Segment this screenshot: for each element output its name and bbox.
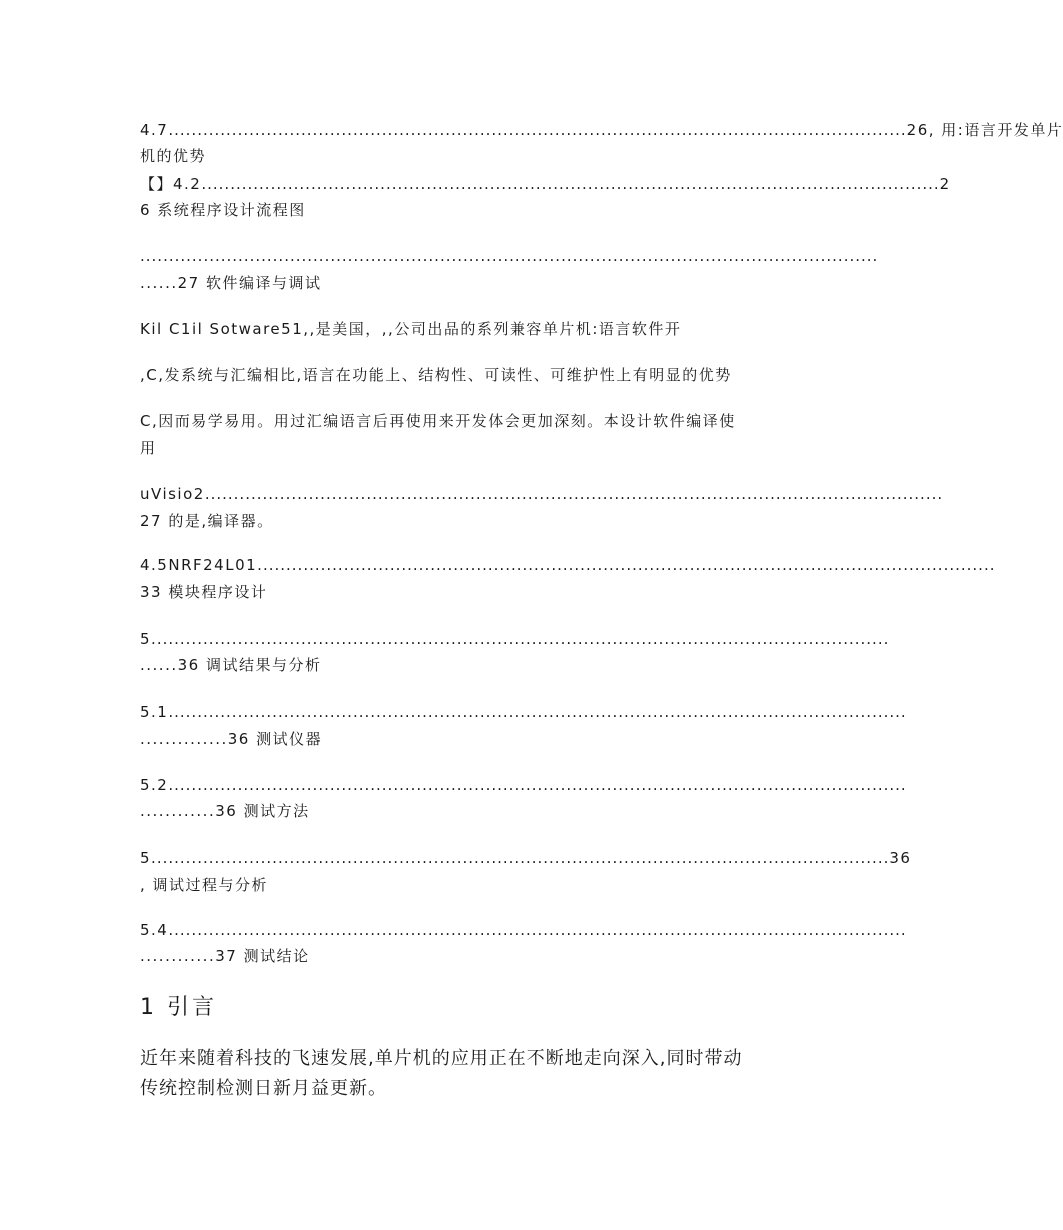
toc-leader-dots: ................................................................................................................................ bbox=[140, 247, 879, 265]
toc-entry-4-5 bbox=[140, 552, 996, 578]
toc-number: 5.4 bbox=[140, 921, 169, 939]
toc-entry-5-3 bbox=[140, 845, 912, 871]
toc-number: 4.7 bbox=[140, 121, 169, 139]
toc-line-text: 33 模块程序设计 bbox=[140, 583, 268, 601]
intro-paragraph-line: 近年来随着科技的飞速发展,单片机的应用正在不断地走向深入,同时带动 bbox=[140, 1048, 743, 1069]
toc-leader-dots: ................................................................................................................................ bbox=[168, 921, 907, 939]
toc-number: uVisio2 bbox=[140, 485, 205, 503]
toc-line-text: ............37 测试结论 bbox=[140, 947, 310, 965]
toc-entry-4-2 bbox=[140, 171, 951, 197]
toc-page-number: 36 bbox=[889, 849, 912, 867]
toc-page-text: 2 bbox=[939, 175, 951, 193]
toc-line-text: 机的优势 bbox=[140, 147, 207, 165]
toc-leader-dots: ................................................................................................................................ bbox=[151, 630, 890, 648]
toc-leader-dots: ................................................................................................................................ bbox=[204, 485, 944, 503]
toc-line-text: ............36 测试方法 bbox=[140, 802, 310, 820]
toc-leader-dots: ................................................................................................................................ bbox=[168, 776, 907, 794]
toc-number: 5 bbox=[140, 630, 152, 648]
toc-line-text: ......27 软件编译与调试 bbox=[140, 274, 322, 292]
section-heading: 1 引言 bbox=[140, 995, 217, 1020]
toc-line-text: 6 系统程序设计流程图 bbox=[140, 201, 306, 219]
toc-line-text: 27 的是,编译器。 bbox=[140, 512, 274, 530]
toc-line-text: ......36 调试结果与分析 bbox=[140, 656, 322, 674]
toc-leader-dots: ................................................................................................................................ bbox=[151, 849, 890, 867]
toc-leader-dots: ................................................................................................................................ bbox=[201, 175, 940, 193]
toc-entry-4-7 bbox=[140, 117, 1063, 143]
toc-number: 5.2 bbox=[140, 776, 169, 794]
body-text-line: ,C,发系统与汇编相比,语言在功能上、结构性、可读性、可维护性上有明显的优势 bbox=[140, 366, 732, 384]
toc-leader-line bbox=[140, 243, 879, 269]
toc-leader-dots: ................................................................................................................................ bbox=[168, 121, 907, 139]
toc-entry-uvision bbox=[140, 481, 944, 507]
toc-number: 【】4.2 bbox=[140, 175, 202, 193]
toc-entry-5-4 bbox=[140, 917, 907, 943]
toc-entry-5-1 bbox=[140, 699, 907, 725]
toc-line-text: ..............36 测试仪器 bbox=[140, 730, 323, 748]
body-text-line: 用 bbox=[140, 439, 157, 457]
toc-page-text: 26, 用:语言开发单片 bbox=[906, 121, 1063, 139]
body-text-line: C,因而易学易用。用过汇编语言后再使用来开发体会更加深刻。本设计软件编译使 bbox=[140, 412, 736, 430]
toc-leader-dots: ................................................................................................................................ bbox=[168, 703, 907, 721]
toc-number: 5.1 bbox=[140, 703, 169, 721]
toc-leader-dots: ................................................................................................................................ bbox=[257, 556, 996, 574]
toc-line-text: , 调试过程与分析 bbox=[140, 876, 269, 894]
toc-entry-5-2 bbox=[140, 772, 907, 798]
toc-entry-5 bbox=[140, 626, 890, 652]
toc-number: 4.5NRF24L01 bbox=[140, 556, 258, 574]
intro-paragraph-line: 传统控制检测日新月益更新。 bbox=[140, 1078, 387, 1099]
toc-number: 5 bbox=[140, 849, 152, 867]
body-text-line: Kil C1il Sotware51,,是美国，,,公司出品的系列兼容单片机:语言软件开 bbox=[140, 320, 682, 338]
